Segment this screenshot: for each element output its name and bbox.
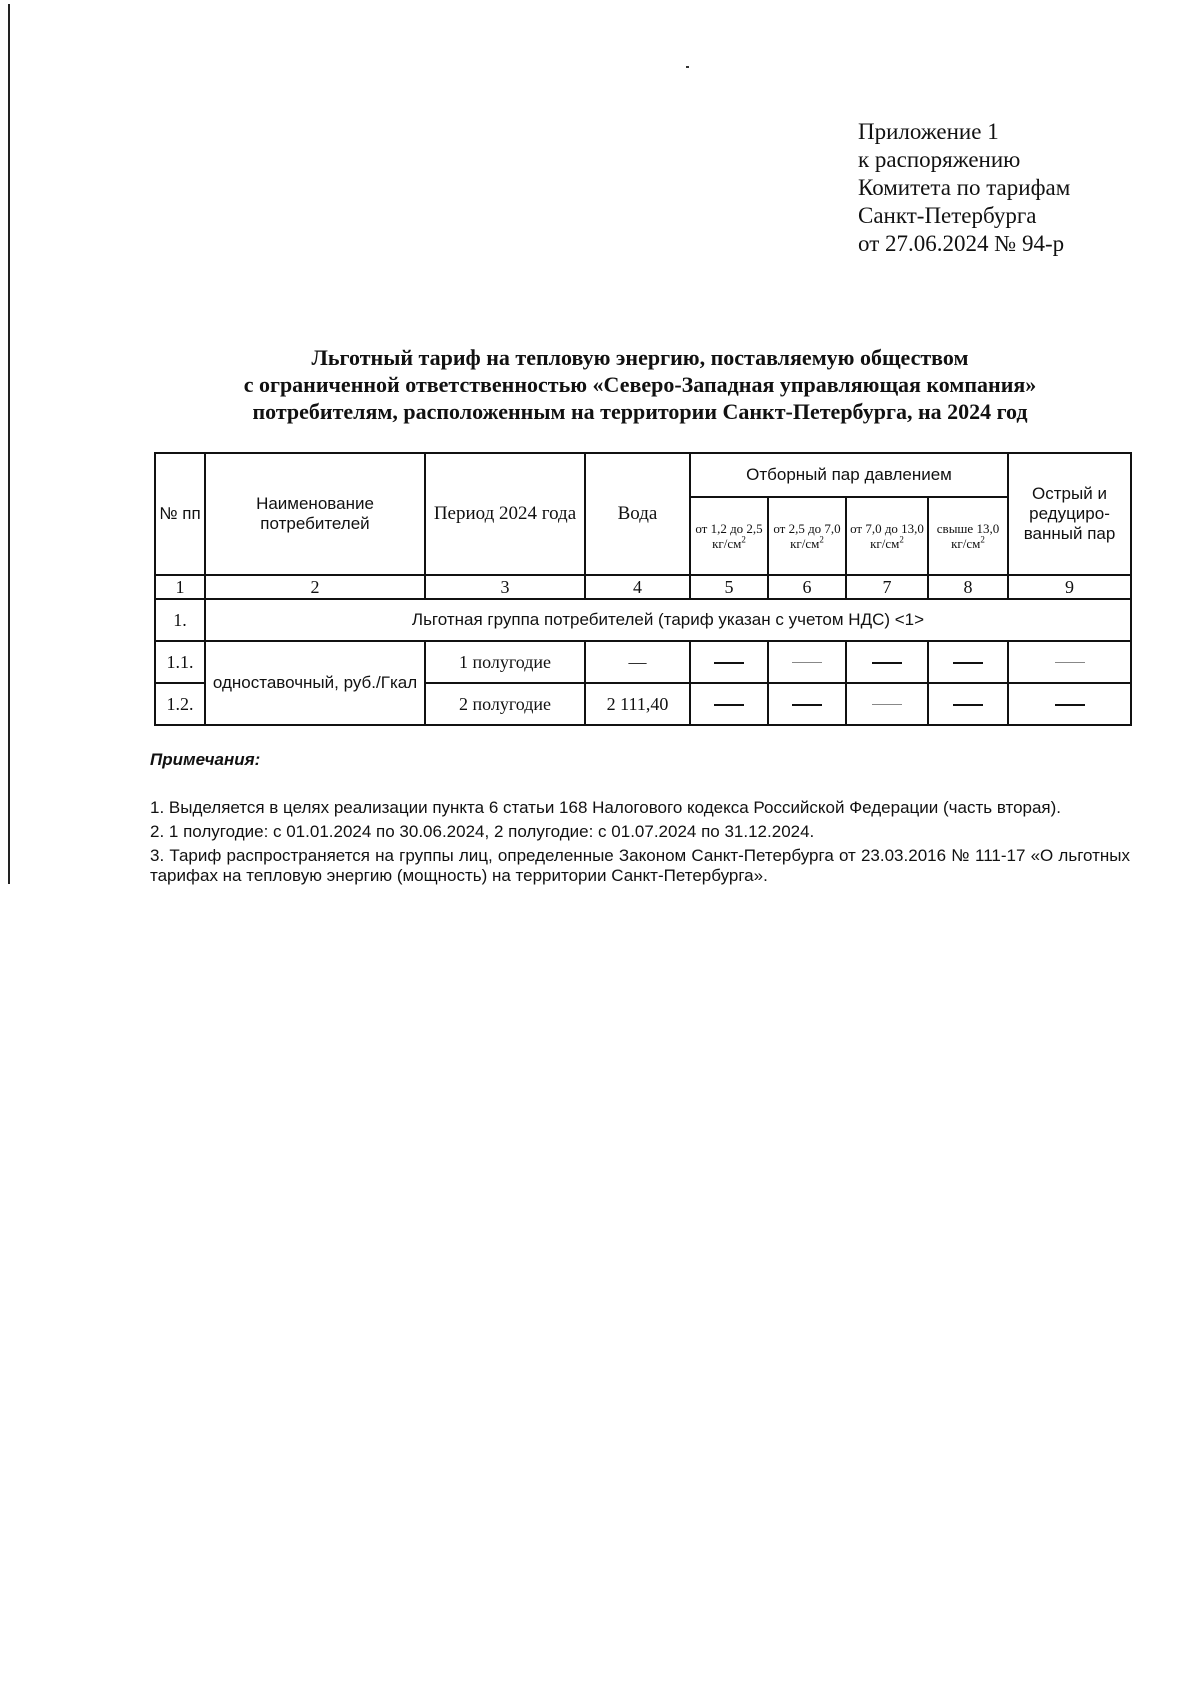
dash-mark [1055, 662, 1085, 663]
note-item: 1. Выделяется в целях реализации пункта 6 статьи 168 Налогового кодекса Российской Федерации (часть вторая). [150, 798, 1062, 817]
empty-cell [768, 683, 846, 725]
dash-mark [714, 662, 744, 664]
column-number: 4 [585, 575, 690, 599]
header-num: № пп [155, 453, 205, 575]
row-num: 1.2. [155, 683, 205, 725]
dash-mark [714, 704, 744, 706]
dash-mark [872, 704, 902, 705]
column-number: 6 [768, 575, 846, 599]
sup-squared: 2 [899, 534, 904, 545]
empty-cell [768, 641, 846, 683]
column-number: 3 [425, 575, 585, 599]
appendix-line: Приложение 1 [858, 119, 999, 144]
dash-mark [953, 704, 983, 706]
row-water: 2 111,40 [585, 683, 690, 725]
title-line: с ограниченной ответственностью «Северо-Западная управляющая компания» [243, 372, 1037, 397]
header-steam-4-label: свыше 13,0 кг/см [936, 521, 1000, 551]
header-steam-2 [768, 497, 846, 575]
header-steam-3 [846, 497, 928, 575]
appendix-line: Санкт-Петербурга [858, 203, 1037, 228]
header-period: Период 2024 года [425, 453, 585, 575]
column-number: 1 [155, 575, 205, 599]
header-steam-1 [690, 497, 768, 575]
header-steam-group: Отборный пар давлением [690, 453, 1008, 497]
title-line: потребителям, расположенным на территории Санкт-Петербурга, на 2024 год [252, 399, 1028, 424]
sup-squared: 2 [980, 534, 985, 545]
column-number: 8 [928, 575, 1008, 599]
empty-cell [1008, 641, 1131, 683]
title-line: Льготный тариф на тепловую энергию, поставляемую обществом [311, 345, 969, 370]
empty-cell [690, 683, 768, 725]
group-num: 1. [155, 599, 205, 641]
scan-speck [686, 66, 689, 68]
dash-mark [792, 704, 822, 706]
sup-squared: 2 [819, 534, 824, 545]
empty-cell [928, 683, 1008, 725]
header-steam-4 [928, 497, 1008, 575]
notes-list [150, 798, 1130, 890]
sup-squared: 2 [741, 534, 746, 545]
column-number: 2 [205, 575, 425, 599]
column-number: 7 [846, 575, 928, 599]
row-water: — [585, 641, 690, 683]
row-period: 2 полугодие [425, 683, 585, 725]
empty-cell [928, 641, 1008, 683]
dash-mark [1055, 704, 1085, 706]
header-steam-3-label: от 7,0 до 13,0 кг/см [850, 521, 924, 551]
column-number: 9 [1008, 575, 1131, 599]
appendix-line: Комитета по тарифам [858, 175, 1071, 200]
header-steam-1-label: от 1,2 до 2,5 кг/см [695, 521, 763, 551]
notes-title: Примечания: [150, 750, 261, 769]
header-steam-2-label: от 2,5 до 7,0 кг/см [773, 521, 841, 551]
empty-cell [846, 683, 928, 725]
empty-cell [690, 641, 768, 683]
row-period: 1 полугодие [425, 641, 585, 683]
consumer-name: одноставочный, руб./Гкал [205, 641, 425, 725]
column-number: 5 [690, 575, 768, 599]
header-sharp-steam-label: Острый и редуциро-ванный пар [1023, 484, 1116, 543]
header-sharp-steam [1008, 453, 1131, 575]
header-water: Вода [585, 453, 690, 575]
appendix-reference [858, 118, 1070, 258]
note-item: 3. Тариф распространяется на группы лиц, определенные Законом Санкт-Петербурга от 23.03.2016 № 111-17 «О льготных тарифах на тепловую энергию (мощность) на территории Санкт-Петербурга». [150, 846, 1130, 885]
document-title [150, 344, 1130, 425]
appendix-line: к распоряжению [858, 147, 1021, 172]
dash-mark [872, 662, 902, 664]
header-consumers: Наименование потребителей [205, 453, 425, 575]
group-label: Льготная группа потребителей (тариф указан с учетом НДС) <1> [205, 599, 1131, 641]
tariff-table [154, 452, 1132, 726]
row-num: 1.1. [155, 641, 205, 683]
dash-mark [953, 662, 983, 664]
empty-cell [1008, 683, 1131, 725]
table-row [155, 641, 1131, 683]
empty-cell [846, 641, 928, 683]
appendix-line: от 27.06.2024 № 94-р [858, 231, 1065, 256]
note-item: 2. 1 полугодие: с 01.01.2024 по 30.06.2024, 2 полугодие: с 01.07.2024 по 31.12.2024. [150, 822, 815, 841]
dash-mark [792, 662, 822, 663]
scan-edge-line [8, 4, 10, 884]
